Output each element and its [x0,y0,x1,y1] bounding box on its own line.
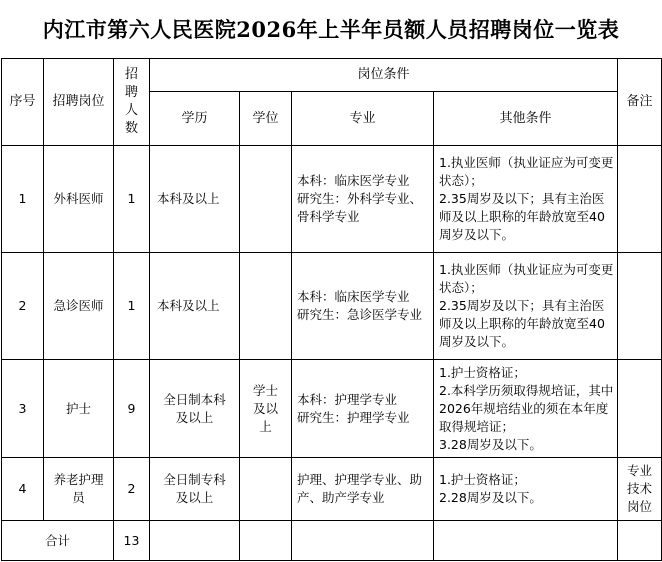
page-title: 内江市第六人民医院2026年上半年员额人员招聘岗位一览表 [42,17,620,42]
cell-position-text: 养老护理员 [53,472,104,505]
header-position: 招聘岗位 [44,59,114,146]
cell-other: 1.执业医师（执业证应为可变更状态）； 2.35周岁及以下；具有主治医师及以上职称的年龄放宽至40周岁及以下。 [434,146,618,253]
header-education: 学历 [150,92,240,146]
cell-degree [240,253,292,360]
header-remark: 备注 [618,59,662,146]
cell-other: 1.护士资格证； 2.28周岁及以下。 [434,458,618,521]
total-empty-cell [240,521,292,561]
cell-count: 1 [114,146,150,253]
cell-education: 本科及以上 [150,253,240,360]
cell-remark [618,253,662,360]
table-row [2,360,662,458]
cell-seq: 4 [2,458,44,521]
header-count-label: 招聘人数 [124,67,138,136]
total-empty-cell [292,521,434,561]
cell-remark [618,146,662,253]
total-empty-cell [150,521,240,561]
cell-degree [240,360,292,458]
total-row [2,521,662,561]
table-row [2,146,662,253]
total-label: 合计 [2,521,114,561]
cell-education [150,458,240,521]
total-empty-cell [618,521,662,561]
cell-remark [618,458,662,521]
cell-major: 本科：临床医学专业 研究生：外科学专业、骨科学专业 [292,146,434,253]
cell-education-text: 全日制专科及以上 [163,472,226,505]
cell-major: 本科：护理学专业 研究生：护理学专业 [292,360,434,458]
cell-position: 急诊医师 [44,253,114,360]
cell-education [150,360,240,458]
cell-other: 1.护士资格证； 2.本科学历须取得规培证，其中2026年规培结业的须在本年度取得规培证； 3.28周岁及以下。 [434,360,618,458]
cell-major: 护理、护理学专业、助产、助产学专业 [292,458,434,521]
table-row [2,253,662,360]
cell-seq: 2 [2,253,44,360]
cell-remark-text: 专业技术岗位 [627,463,653,514]
cell-count: 1 [114,253,150,360]
header-row-1 [2,59,662,92]
cell-count: 9 [114,360,150,458]
cell-seq: 3 [2,360,44,458]
header-major: 专业 [292,92,434,146]
header-other: 其他条件 [434,92,618,146]
cell-count: 2 [114,458,150,521]
cell-degree [240,146,292,253]
cell-education: 本科及以上 [150,146,240,253]
header-seq: 序号 [2,59,44,146]
cell-position: 护士 [44,360,114,458]
cell-education-text: 全日制本科及以上 [163,391,226,425]
cell-position: 外科医师 [44,146,114,253]
cell-major: 本科：临床医学专业 研究生：急诊医学专业 [292,253,434,360]
cell-other: 1.执业医师（执业证应为可变更状态）； 2.35周岁及以下；具有主治医师及以上职称的年龄放宽至40周岁及以下。 [434,253,618,360]
cell-position [44,458,114,521]
cell-remark [618,360,662,458]
total-count: 13 [114,521,150,561]
recruitment-table [1,58,662,561]
cell-degree-text: 学士及以上 [252,382,278,434]
header-conditions: 岗位条件 [150,59,618,92]
header-degree: 学位 [240,92,292,146]
table-row [2,458,662,521]
cell-degree [240,458,292,521]
header-count [114,59,150,146]
cell-seq: 1 [2,146,44,253]
total-empty-cell [434,521,618,561]
